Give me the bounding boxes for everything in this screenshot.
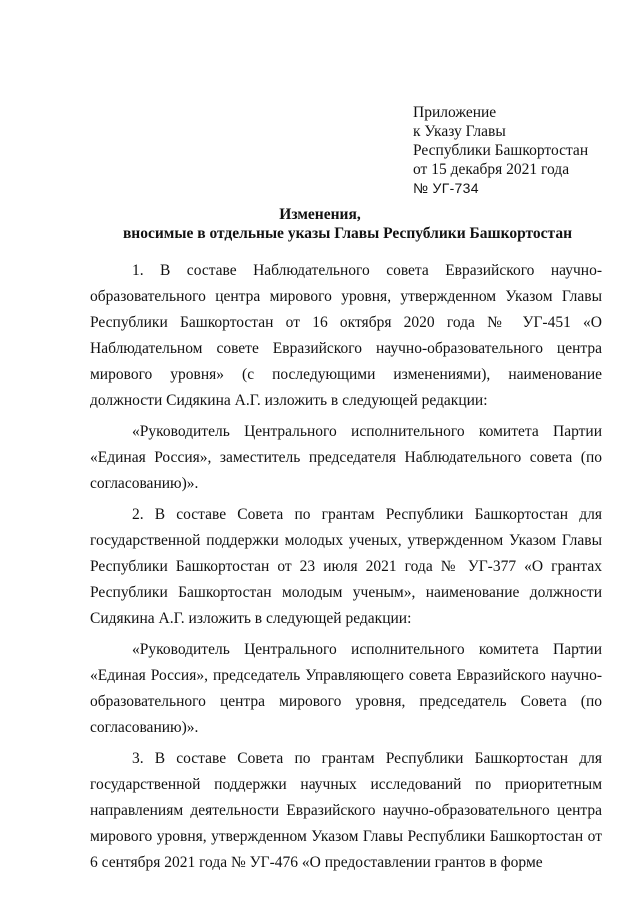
appendix-line-2: к Указу Главы: [413, 123, 506, 140]
appendix-decree-number: № УГ-734: [413, 180, 479, 196]
paragraph-1: 1. В составе Наблюдательного совета Евразийского научно-образовательного центра мирового уровня, утвержденном Указом Главы Республики Башкортостан от 16 октября 2020 года № УГ-451 «О Наблюдательном совете Евразийского научно-образовательного центра мирового уровня» (с последующими изменениями), наименование должности Сидякина А.Г. изложить в следующей редакции:: [90, 262, 602, 409]
paragraph-2-quote: «Руководитель Центрального исполнительного комитета Партии «Единая Россия», председатель Управляющего совета Евразийского научно-образовательного центра мирового уровня, председатель Совета (по согласованию)».: [90, 641, 602, 736]
document-body: [90, 258, 602, 881]
document-title: [0, 205, 640, 243]
appendix-header: [413, 103, 588, 198]
paragraph-1-quote: «Руководитель Центрального исполнительного комитета Партии «Единая Россия», заместитель председателя Наблюдательного совета (по согласованию)».: [90, 423, 602, 492]
title-line-2: вносимые в отдельные указы Главы Республики Башкортостан: [122, 225, 573, 242]
appendix-line-4: от 15 декабря 2021 года: [413, 161, 570, 178]
paragraph-3: 3. В составе Совета по грантам Республики Башкортостан для государственной поддержки научных исследований по приоритетным направлениям деятельности Евразийского научно-образовательного центра мирового уровня, утвержденном Указом Главы Республики Башкортостан от 6 сентября 2021 года № УГ-476 «О предоставлении грантов в форме: [90, 750, 602, 871]
appendix-line-3: Республики Башкортостан: [413, 142, 589, 159]
paragraph-2: 2. В составе Совета по грантам Республики Башкортостан для государственной поддержки молодых ученых, утвержденном Указом Главы Республики Башкортостан от 23 июля 2021 года № УГ-377 «О грантах Республики Башкортостан молодым ученым», наименование должности Сидякина А.Г. изложить в следующей редакции:: [90, 506, 602, 627]
appendix-line-1: Приложение: [413, 104, 497, 121]
title-line-1: Изменения,: [279, 206, 361, 223]
